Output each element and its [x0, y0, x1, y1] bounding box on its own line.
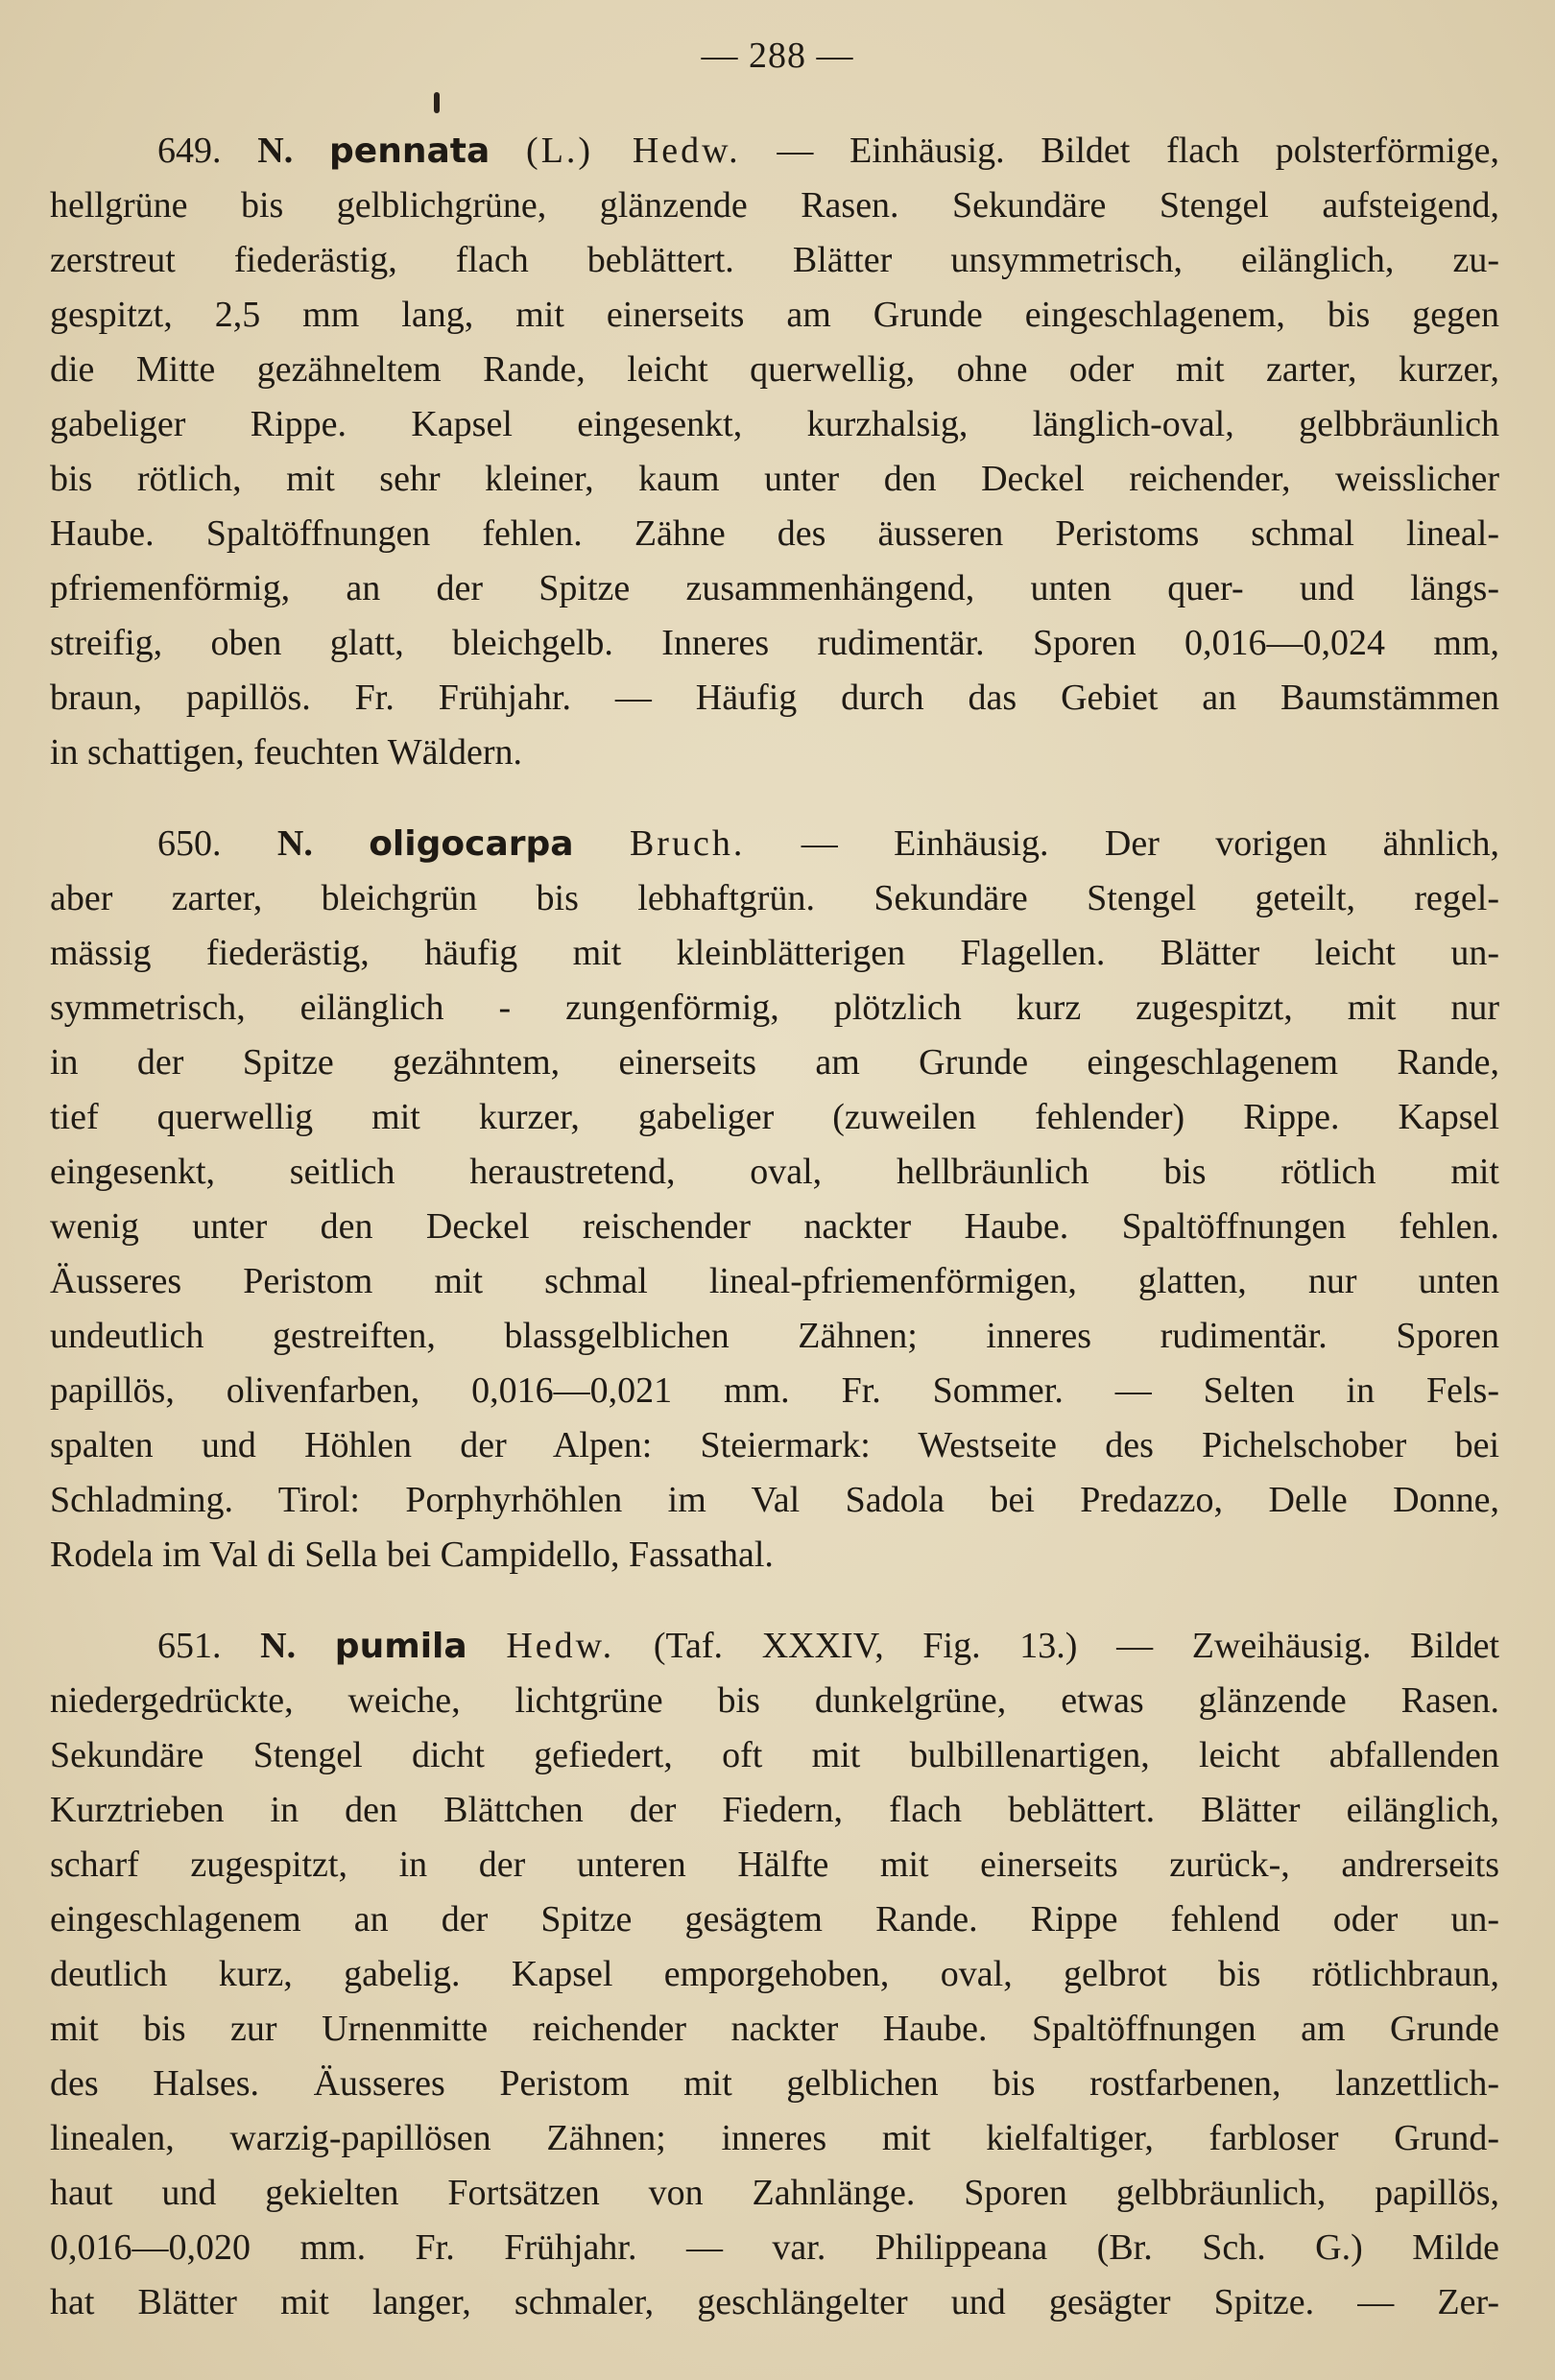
entry-number: 651.	[157, 1626, 222, 1666]
body-line: Sekundäre Stengel dicht gefiedert, oft mit bulbillenartigen, leicht abfallenden	[50, 1735, 1499, 1775]
species-entry-649	[50, 124, 1499, 780]
body-line: linealen, warzig-papillösen Zähnen; inneres mit kielfaltiger, farbloser Grund-	[50, 2118, 1499, 2158]
body-line: gabeliger Rippe. Kapsel eingesenkt, kurzhalsig, länglich-oval, gelbbräunlich	[50, 404, 1499, 444]
body-line: braun, papillös. Fr. Frühjahr. — Häufig durch das Gebiet an Baumstämmen	[50, 678, 1499, 718]
body-line: Rodela im Val di Sella bei Campidello, Fassathal.	[50, 1535, 774, 1575]
heading-rest: — Einhäusig. Der vorigen ähnlich,	[801, 823, 1499, 864]
species-entry-651	[50, 1619, 1499, 2330]
body-line: Haube. Spaltöffnungen fehlen. Zähne des äusseren Peristoms schmal lineal-	[50, 513, 1499, 554]
species-name: pumila	[334, 1627, 467, 1666]
entry-heading-line	[50, 1619, 1499, 1674]
body-line: pfriemenförmig, an der Spitze zusammenhängend, unten quer- und längs-	[50, 568, 1499, 608]
ink-blot	[434, 92, 440, 113]
species-entry-650	[50, 817, 1499, 1583]
body-line: Äusseres Peristom mit schmal lineal-pfriemenförmigen, glatten, nur unten	[50, 1261, 1499, 1301]
entry-heading-line	[50, 817, 1499, 871]
heading-rest: — Einhäusig. Bildet flach polsterförmige,	[777, 131, 1499, 171]
body-line: papillös, olivenfarben, 0,016—0,021 mm. Fr. Sommer. — Selten in Fels-	[50, 1370, 1499, 1411]
species-name: oligocarpa	[369, 824, 574, 864]
species-name: pennata	[329, 131, 490, 171]
body-line: niedergedrückte, weiche, lichtgrüne bis dunkelgrüne, etwas glänzende Rasen.	[50, 1680, 1499, 1721]
body-line: haut und gekielten Fortsätzen von Zahnlänge. Sporen gelbbräunlich, papillös,	[50, 2173, 1499, 2213]
body-line: symmetrisch, eilänglich - zungenförmig, plötzlich kurz zugespitzt, mit nur	[50, 988, 1499, 1028]
author-citation: (L.) Hedw.	[526, 131, 741, 171]
body-line: gespitzt, 2,5 mm lang, mit einerseits am Grunde eingeschlagenem, bis gegen	[50, 295, 1499, 335]
body-line: mit bis zur Urnenmitte reichender nackter Haube. Spaltöffnungen am Grunde	[50, 2009, 1499, 2049]
genus-name: N.	[276, 823, 313, 864]
body-line: zerstreut fiederästig, flach beblättert. Blätter unsymmetrisch, eilänglich, zu-	[50, 240, 1499, 280]
body-line: des Halses. Äusseres Peristom mit gelblichen bis rostfarbenen, lanzettlich-	[50, 2063, 1499, 2104]
body-line: tief querwellig mit kurzer, gabeliger (zuweilen fehlender) Rippe. Kapsel	[50, 1097, 1499, 1137]
genus-name: N.	[257, 131, 294, 171]
body-line: deutlich kurz, gabelig. Kapsel emporgehoben, oval, gelbrot bis rötlichbraun,	[50, 1954, 1499, 1994]
body-line: eingeschlagenem an der Spitze gesägtem Rande. Rippe fehlend oder un-	[50, 1899, 1499, 1940]
body-line: hat Blätter mit langer, schmaler, geschlängelter und gesägter Spitze. — Zer-	[50, 2282, 1499, 2322]
body-line: 0,016—0,020 mm. Fr. Frühjahr. — var. Philippeana (Br. Sch. G.) Milde	[50, 2227, 1499, 2268]
body-line: wenig unter den Deckel reischender nackter Haube. Spaltöffnungen fehlen.	[50, 1206, 1499, 1247]
genus-name: N.	[260, 1626, 297, 1666]
body-line: in schattigen, feuchten Wäldern.	[50, 732, 523, 773]
entry-number: 649.	[157, 131, 222, 171]
body-line: scharf zugespitzt, in der unteren Hälfte mit einerseits zurück-, andrerseits	[50, 1844, 1499, 1885]
entry-heading-line	[50, 124, 1499, 178]
entry-number: 650.	[157, 823, 222, 864]
body-line: in der Spitze gezähntem, einerseits am Grunde eingeschlagenem Rande,	[50, 1042, 1499, 1083]
body-line: undeutlich gestreiften, blassgelblichen Zähnen; inneres rudimentär. Sporen	[50, 1316, 1499, 1356]
body-line: die Mitte gezähneltem Rande, leicht querwellig, ohne oder mit zarter, kurzer,	[50, 349, 1499, 390]
author-citation: Hedw.	[506, 1626, 615, 1666]
body-line: aber zarter, bleichgrün bis lebhaftgrün. Sekundäre Stengel geteilt, regel-	[50, 878, 1499, 918]
body-line: spalten und Höhlen der Alpen: Steiermark: Westseite des Pichelschober bei	[50, 1425, 1499, 1465]
body-line: Kurztrieben in den Blättchen der Fiedern, flach beblättert. Blätter eilänglich,	[50, 1790, 1499, 1830]
body-line: eingesenkt, seitlich heraustretend, oval, hellbräunlich bis rötlich mit	[50, 1152, 1499, 1192]
body-line: bis rötlich, mit sehr kleiner, kaum unter den Deckel reichender, weisslicher	[50, 459, 1499, 499]
author-citation: Bruch.	[629, 823, 746, 864]
text-block	[50, 124, 1499, 2367]
heading-rest: (Taf. XXXIV, Fig. 13.) — Zweihäusig. Bildet	[653, 1626, 1499, 1666]
body-line: Schladming. Tirol: Porphyrhöhlen im Val Sadola bei Predazzo, Delle Donne,	[50, 1480, 1499, 1520]
body-line: mässig fiederästig, häufig mit kleinblätterigen Flagellen. Blätter leicht un-	[50, 933, 1499, 973]
body-line: streifig, oben glatt, bleichgelb. Inneres rudimentär. Sporen 0,016—0,024 mm,	[50, 623, 1499, 663]
body-line: hellgrüne bis gelblichgrüne, glänzende Rasen. Sekundäre Stengel aufsteigend,	[50, 185, 1499, 226]
page-number: — 288 —	[701, 36, 854, 76]
